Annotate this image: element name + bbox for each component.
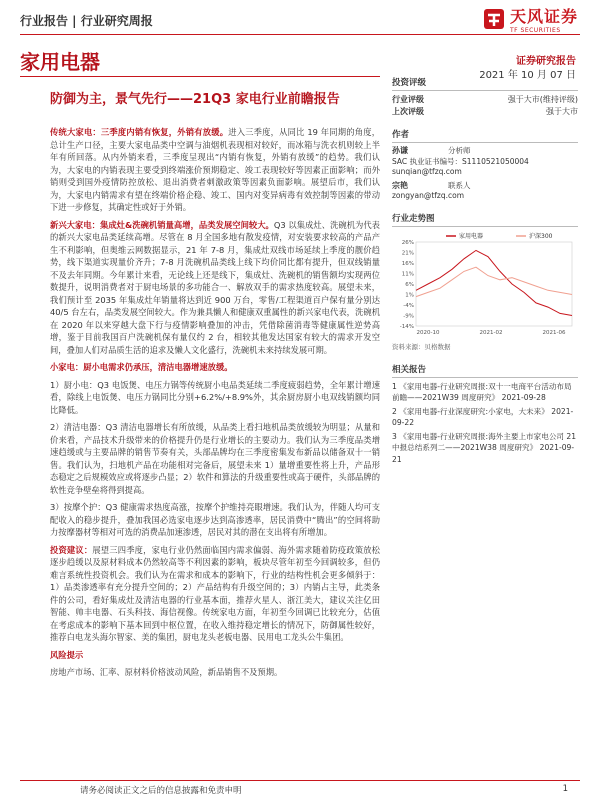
title-divider <box>20 76 380 77</box>
report-body <box>50 126 380 684</box>
sidebar <box>392 76 578 467</box>
author-email[interactable]: zongyan@tfzq.com <box>392 191 465 200</box>
rating-row <box>392 94 578 106</box>
rating-heading: 投资评级 <box>392 76 578 91</box>
paragraph-lead: 投资建议： <box>50 544 93 555</box>
author-heading: 作者 <box>392 128 578 143</box>
author-role: 联系人 <box>448 180 471 190</box>
page-number: 1 <box>562 784 568 794</box>
logo-icon <box>482 7 506 31</box>
trend-chart <box>392 230 578 340</box>
industry-title: 家用电器 <box>20 50 100 74</box>
y-tick-label: 6% <box>405 281 414 288</box>
paragraph: 1）厨小电：Q3 电饭煲、电压力锅等传统厨小电品类延续二季度疲弱趋势，全年累计增速看，除线上电饭煲、电压力锅同比分别+6.2%/+8.9%外，其余厨房厨小电双线销额均同比降低。 <box>50 379 380 415</box>
y-tick-label: 26% <box>401 239 414 246</box>
series-line-csi300 <box>416 267 572 296</box>
author-name: 宗艳 <box>392 180 408 190</box>
footer-divider <box>20 780 580 781</box>
y-tick-label: -14% <box>399 323 414 330</box>
x-tick-label: 2021-06 <box>542 329 566 336</box>
paragraph-text: 展望三四季度，家电行业仍然面临国内需求偏弱、海外需求随着防疫政策放松逐步趋缓以及原材料成本仍然较高等不利因素的影响，板块尽管年初至今回调较多，但仍难言系统性投资机会。我们认为在需求和成本的影响下，行业的结构性机会更多倾斜于：1）品类渗透率有充分提升空间的；2）产品结构有升级空间的；3）内销占主导，此类条件的公司，看好集成灶及清洁电器的行业基本面，推荐火星人、浙江美大，建议关注亿田智能、帅丰电器、石头科技、海信视像。传统家电方面，年初至今回调已比较充分，估值在考虑成本的影响下基本回到中枢位置，在收入维持稳定增长的情况下，防御属性较好，推荐白电龙头海尔智家、美的集团，厨电龙头老板电器、民用电工龙头公牛集团。 <box>50 544 380 642</box>
trend-heading: 行业走势图 <box>392 212 578 227</box>
prev-rating-label: 上次评级 <box>392 107 424 116</box>
logo-text-cn: 天风证券 <box>509 7 578 26</box>
trend-chart-svg <box>392 230 578 340</box>
legend-label: 家用电器 <box>459 232 484 240</box>
y-tick-label: 16% <box>401 260 414 267</box>
y-tick-label: -9% <box>403 313 414 319</box>
rating-label: 行业评级 <box>392 95 424 104</box>
author-name: 孙谦 <box>392 146 408 155</box>
chart-source: 资料来源：贝格数据 <box>392 342 451 351</box>
paragraph-lead: 新兴大家电：集成灶&洗碗机销量高增，品类发展空间较大。 <box>50 219 274 230</box>
paragraph-text: Q3 以集成灶、洗碗机为代表的新兴大家电品类延续高增。尽管在 8 月全国多地有散发疫情，对安装要求较高的产品产生不利影响，但奥维云网数据显示，21 年 7-8 月，集成灶双线市场延续上季度的靓价趋势，线下渠道实现量价齐升；7-8 月洗碗机品类线上线下均价同比都有提升，但双线销量不及去年同期。今年累计来看，无论线上还是线下，集成灶、洗碗机的销售额均实现两位数提升，说明消费者对于厨电场景的多功能合一、解放双手的需求热度较高。展望未来，我们预计至 2035 年集成灶年销量将达到近 900 万台，零售/工程渠道百户保有量分别达 40/5 台左右，品类发展空间较大。作为兼具懒人和健康双重属性的新兴家电代表，洗碗机在 2020 年以来穿越大盘下行与疫情影响叠加的冲击，凭借除菌消毒等健康属性逆势高增，鉴于目前我国百户洗碗机保有量仅约 2 台，相较其他发达国家有较大的需求开发空间，叠加人们对品质生活的追求及懒人文化盛行，洗碗机未来持续发展可期。 <box>50 219 380 355</box>
paragraph <box>50 219 380 357</box>
y-tick-label: 21% <box>401 250 414 256</box>
paragraph: 2）清洁电器：Q3 清洁电器增长有所放缓，从品类上看扫地机品类放缓较为明显；从量和价来看，产品技术升级带来的价格提升仍是行业增长的主要动力。我们认为三季度品类增速趋缓或与主要品牌的销售节奏有关，头部品牌均在三季度密集发布新品以储备双十一销售。我们认为，扫地机产品在功能相对完备后，展望未来 1）量增重要性将上升，产品形态稳定之后规模效应或将逐步凸显；2）软件和算法的升级重要性或高于硬件，头部品牌的软性竞争壁垒将得到提高。 <box>50 422 380 495</box>
report-title: 防御为主，景气先行——21Q3 家电行业前瞻报告 <box>50 92 340 107</box>
footer-disclaimer: 请务必阅读正文之后的信息披露和免责申明 <box>80 786 242 796</box>
report-date: 2021 年 10 月 07 日 <box>479 70 576 81</box>
author-role: 分析师 <box>448 146 471 155</box>
author-sac: SAC 执业证书编号：S1110521050004 <box>392 156 529 166</box>
chart-frame <box>416 242 572 326</box>
x-tick-label: 2021-02 <box>479 329 503 336</box>
header-category: 行业报告 | 行业研究周报 <box>20 14 153 28</box>
y-tick-label: 1% <box>405 292 414 298</box>
paragraph-text: 进入三季度，从同比 19 年同期的角度，总计生产口径，主要大家电品类中空调与油烟机表现相对较好，而冰箱与洗衣机则较上半年有所回落。从内外销来看，三季度呈现出“内销有恢复，外销有放缓”的趋势。我们认为，大家电的内销表现主要受到终端涨价预期稳定、竣工表现较好等因素正面影响；而外销则受到国外疫情防控放松、退出消费者刺激政策等因素负面影响。展望后市，我们认为，大家电内销需求有望在终端价格企稳、竣工、国内对变异病毒有效控制等因素的带动下进一步修复，其确定性或好于外销。 <box>50 127 380 212</box>
risk-text: 房地产市场、汇率、原材料价格波动风险，新品销售不及预期。 <box>50 667 283 677</box>
risk-heading: 风险提示 <box>50 649 84 660</box>
related-report-item[interactable]: 2 《家用电器-行业深度研究:小家电，大未来》 2021-09-22 <box>392 406 574 427</box>
paragraph: 3）按摩个护：Q3 健康需求热度高涨，按摩个护维持亮眼增速。我们认为，伴随人均可支配收入的稳步提升，叠加我国必选家电逐步达到高渗透率，居民消费中“腾出”的空间将助力按摩器材等相对可选的消费品加速渗透，居民对其的潜在支出将有所增加。 <box>50 502 380 537</box>
paragraph <box>50 544 380 644</box>
related-report-item[interactable]: 3 《家用电器-行业研究周报:海外主要上市家电公司 21 中报总结系列二——2021W38 周度研究》 2021-09-21 <box>392 431 577 464</box>
paragraph-lead: 传统大家电：三季度内销有恢复，外销有放缓。 <box>50 127 229 137</box>
x-tick-label: 2020-10 <box>416 329 440 336</box>
prev-rating-row <box>392 106 578 118</box>
y-tick-label: 11% <box>401 271 414 277</box>
author-email[interactable]: sunqian@tfzq.com <box>392 167 462 176</box>
section-heading: 小家电：厨小电需求仍承压，清洁电器增速放缓。 <box>50 362 233 372</box>
series-line-appliances <box>416 250 572 315</box>
paragraph <box>50 126 380 214</box>
related-report-item[interactable]: 1 《家用电器-行业研究周报:双十一电商平台活动布局前瞻——2021W39 周度研究》 2021-09-28 <box>392 381 572 402</box>
logo-text-en: TF SECURITIES <box>509 27 561 34</box>
legend-label: 沪深300 <box>529 232 553 240</box>
rating-value: 强于大市(维持评级) <box>507 95 578 104</box>
report-type: 证券研究报告 <box>516 56 576 67</box>
y-tick-label: -4% <box>403 302 414 309</box>
prev-rating-value: 强于大市 <box>546 107 578 116</box>
header-divider <box>20 34 580 35</box>
author-block <box>392 146 578 202</box>
related-heading: 相关报告 <box>392 363 578 378</box>
company-logo <box>482 4 578 34</box>
